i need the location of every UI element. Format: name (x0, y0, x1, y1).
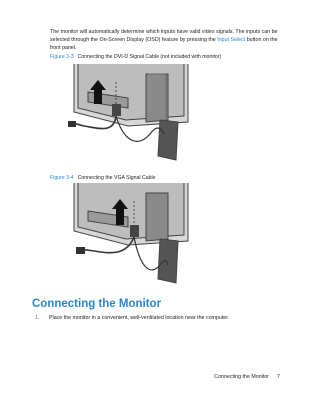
page-footer (214, 374, 280, 380)
figure-3-3-caption (50, 54, 221, 61)
step-number: 1. (35, 315, 40, 321)
figure-3-3-text: Connecting the DVI-D Signal Cable (not included with monitor) (77, 54, 222, 60)
figure-3-3-label: Figure 3-3 (50, 54, 74, 60)
step-item (35, 315, 229, 322)
dvi-cable-illustration (68, 64, 194, 164)
page-number: 7 (277, 374, 280, 380)
section-heading: Connecting the Monitor (32, 298, 162, 310)
input-select-link[interactable]: Input Select (217, 36, 246, 43)
figure-3-4-caption (50, 175, 156, 182)
footer-title: Connecting the Monitor (214, 374, 270, 380)
intro-paragraph (50, 29, 282, 52)
vga-cable-illustration (68, 183, 194, 286)
figure-3-4-label: Figure 3-4 (50, 175, 74, 181)
figure-3-4-text: Connecting the VGA Signal Cable (77, 175, 156, 181)
step-text: Place the monitor in a convenient, well-ventilated location near the computer. (49, 315, 230, 321)
intro-text-after: button on the front panel. (50, 36, 278, 51)
intro-text-before: The monitor will automatically determine which inputs have valid video signals. The inputs can be selected through the On-Screen Display (OSD) feature by pressing the (50, 29, 278, 43)
